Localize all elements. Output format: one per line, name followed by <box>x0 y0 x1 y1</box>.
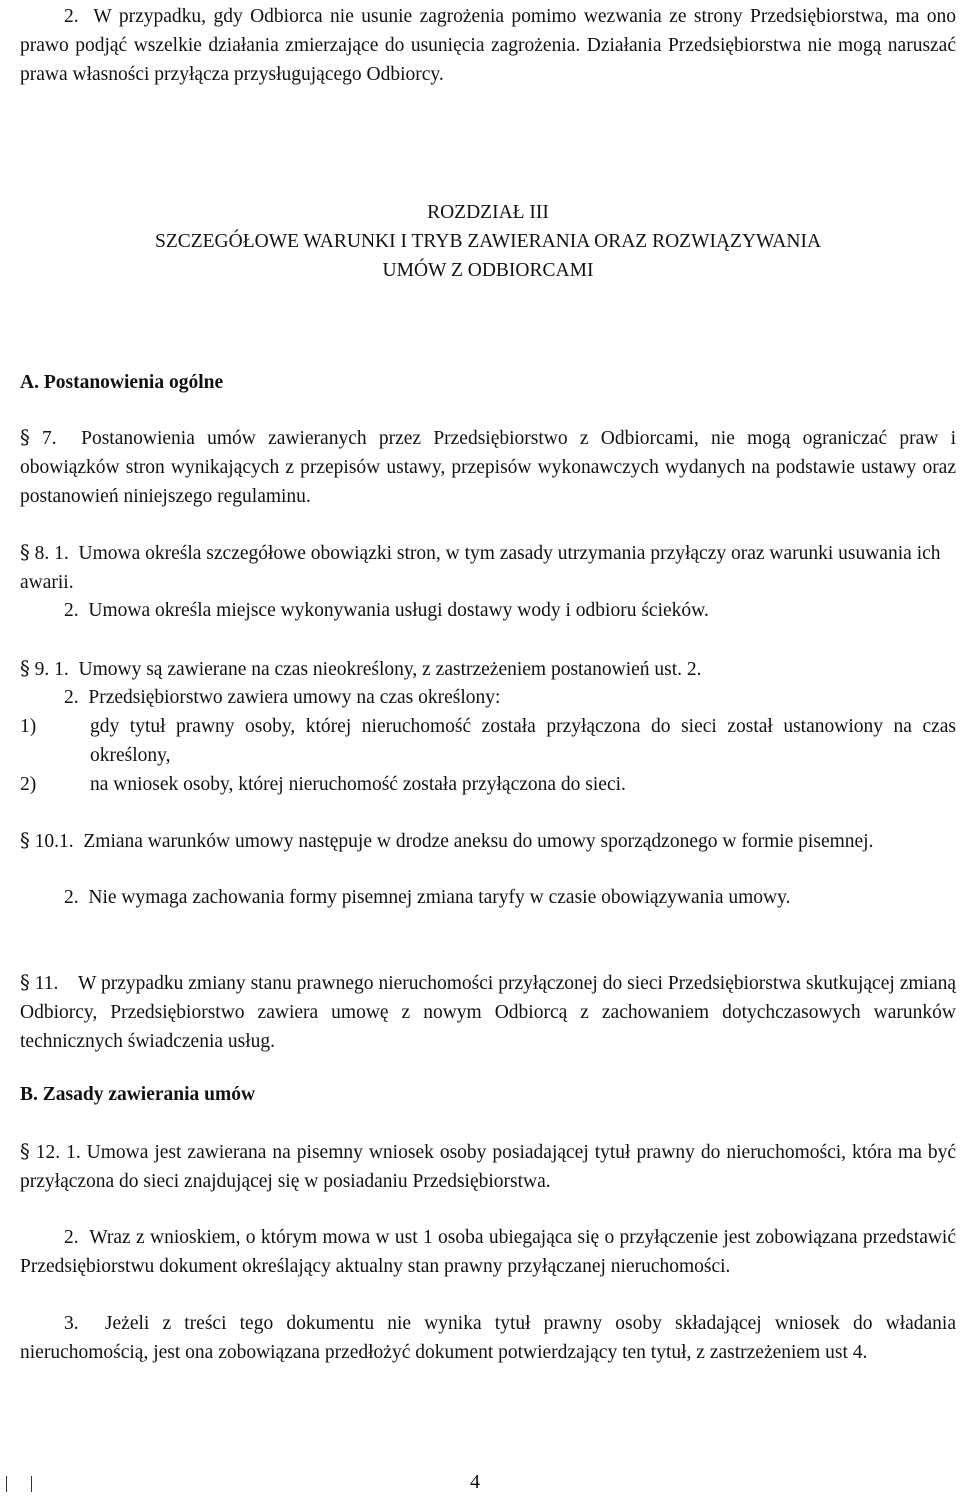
section-sign: § <box>20 829 30 852</box>
paragraph-10-2: 2. Nie wymaga zachowania formy pisemnej zmiana taryfy w czasie obowiązywania umowy. <box>64 887 791 908</box>
list-item-number: 1) <box>20 716 37 737</box>
paragraph-9-1: § 9. 1. Umowy są zawierane na czas nieokreślony, z zastrzeżeniem postanowień ust. 2. <box>20 657 702 680</box>
paragraph-12-3: 3. Jeżeli z treści tego dokumentu nie wynika tytuł prawny osoby składającej wniosek do władania nieruchomością, jest ona zobowiązana przedłożyć dokument potwierdzający ten tytuł, z zastrzeżeniem ust 4. <box>20 1313 956 1363</box>
paragraph-6-2: 2. W przypadku, gdy Odbiorca nie usunie zagrożenia pomimo wezwania ze strony Przedsiębiorstwa, ma ono prawo podjąć wszelkie działania zmierzające do usunięcia zagrożenia. Działania Przedsiębiorstwa nie mogą naruszać prawa własności przyłącza przysługującego Odbiorcy. <box>20 6 956 85</box>
paragraph-12-2: 2. Wraz z wnioskiem, o którym mowa w ust 1 osoba ubiegająca się o przyłączenie jest zobowiązana przedstawić Przedsiębiorstwu dokument określający aktualny stan prawny przyłączanej nieruchomości. <box>20 1227 956 1277</box>
chapter-number: ROZDZIAŁ III <box>427 202 549 223</box>
paragraph-11: § 11. W przypadku zmiany stanu prawnego nieruchomości przyłączonej do sieci Przedsiębiorstwa skutkującej zmianą Odbiorcy, Przedsiębiorstwo zawiera umowę z nowym Odbiorcą z zachowaniem dotychczasowych warunków technicznych świadczenia usług. <box>20 971 957 1052</box>
page-number: 4 <box>470 1471 480 1493</box>
corner-mark <box>6 1476 32 1492</box>
paragraph-9-2: 2. Przedsiębiorstwo zawiera umowy na czas określony: <box>64 687 501 708</box>
paragraph-12-1: § 12. 1. Umowa jest zawierana na pisemny wniosek osoby posiadającej tytuł prawny do nieruchomości, która ma być przyłączona do sieci znajdującej się w posiadaniu Przedsiębiorstwa. <box>20 1140 957 1192</box>
section-sign: § <box>20 657 30 680</box>
section-sign: § <box>20 426 30 449</box>
paragraph-10-1: § 10.1. Zmiana warunków umowy następuje w drodze aneksu do umowy sporządzonego w formie pisemnej. <box>20 829 874 852</box>
paragraph-8-1: § 8. 1. Umowa określa szczegółowe obowiązki stron, w tym zasady utrzymania przyłączy oraz warunki usuwania ich awarii. <box>20 541 941 593</box>
section-sign: § <box>20 971 30 994</box>
list-item <box>20 712 956 770</box>
chapter-title-line-1: SZCZEGÓŁOWE WARUNKI I TRYB ZAWIERANIA ORAZ ROZWIĄZYWANIA <box>154 231 822 252</box>
section-sign: § <box>20 1140 30 1163</box>
section-sign: § <box>20 541 30 564</box>
section-a-heading: A. Postanowienia ogólne <box>20 372 224 393</box>
list-item-number: 2) <box>20 774 37 795</box>
paragraph-8-2: 2. Umowa określa miejsce wykonywania usługi dostawy wody i odbioru ścieków. <box>64 600 709 621</box>
paragraph-7: § 7. Postanowienia umów zawieranych przez Przedsiębiorstwo z Odbiorcami, nie mogą ograniczać praw i obowiązków stron wynikających z przepisów ustawy, przepisów wykonawczych wydanych na podstawie ustawy oraz postanowień niniejszego regulaminu. <box>20 426 957 507</box>
chapter-title-line-2: UMÓW Z ODBIORCAMI <box>382 260 594 281</box>
list-item-text: na wniosek osoby, której nieruchomość została przyłączona do sieci. <box>90 774 626 795</box>
section-b-heading: B. Zasady zawierania umów <box>20 1084 256 1105</box>
list-item-text: gdy tytuł prawny osoby, której nieruchomość została przyłączona do sieci został ustanowiony na czas określony, <box>90 716 956 766</box>
list-item <box>20 770 956 799</box>
